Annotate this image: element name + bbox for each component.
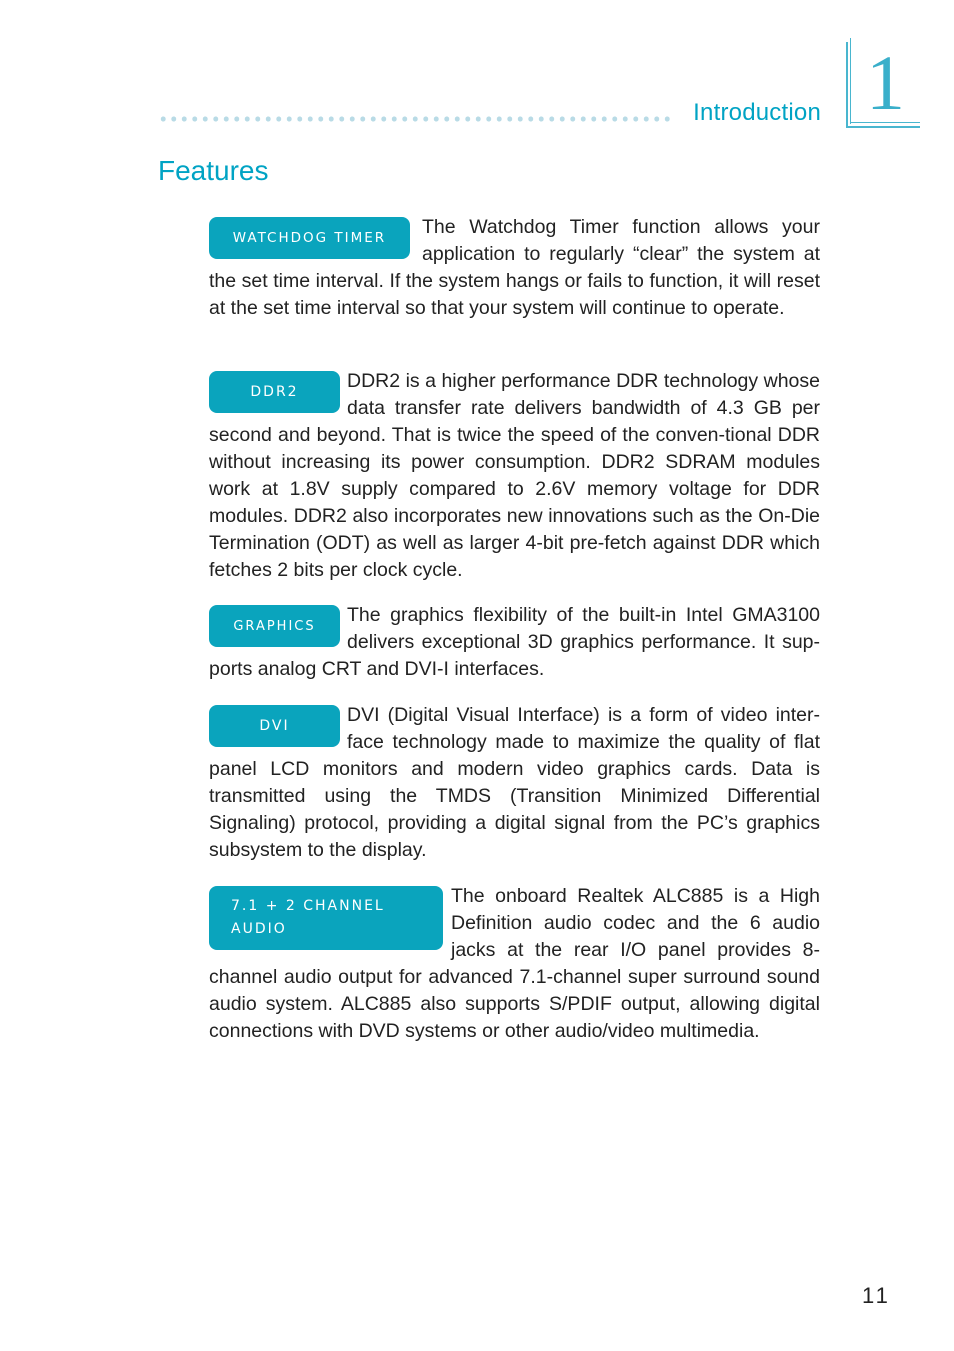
chapter-number: 1 xyxy=(866,39,905,126)
feature-paragraph xyxy=(209,702,820,864)
feature-text: The Watchdog Timer function allows your application to regularly “clear” the system at the set time interval. If the system hangs or fails to function, it will reset at the set time interval so that your system will continue to operate. xyxy=(209,216,820,319)
page-title: Features xyxy=(158,155,269,186)
feature-badge: 7.1 + 2 CHANNEL AUDIO xyxy=(209,886,443,950)
feature-audio xyxy=(209,883,820,1045)
feature-text: The onboard Realtek ALC885 is a High Definition audio codec and the 6 audio jacks at the rear I/O panel provides 8-channel audio output for advanced 7.1-channel super surround sound audio system. ALC885 also supports S/PDIF output, allowing digital connections with DVD systems or other audio/video multimedia. xyxy=(209,885,820,1042)
chapter-tab-line xyxy=(850,38,851,124)
feature-text: DDR2 is a higher performance DDR technology whose data transfer rate delivers bandwidth of 4.3 GB per second and beyond. That is twice the speed of the conven-tional DDR without increasing its power consumption. DDR2 SDRAM modules work at 1.8V supply compared to 2.6V memory voltage for DDR modules. DDR2 also incorporates new innovations such as the On-Die Termination (ODT) as well as larger 4-bit pre-fetch against DDR which fetches 2 bits per clock cycle. xyxy=(209,370,820,581)
feature-paragraph xyxy=(209,214,820,322)
feature-watchdog-timer xyxy=(209,214,820,322)
feature-paragraph xyxy=(209,602,820,683)
feature-text: DVI (Digital Visual Interface) is a form of video inter-face technology made to maximize the quality of flat panel LCD monitors and modern video graphics cards. Data is transmitted using the TMDS (Transition Minimized Differential Signaling) protocol, providing a digital signal from the PC’s graphics subsystem to the display. xyxy=(209,704,820,861)
feature-badge: GRAPHICS xyxy=(209,605,340,647)
feature-paragraph xyxy=(209,368,820,584)
feature-dvi xyxy=(209,702,820,864)
feature-badge: DDR2 xyxy=(209,371,340,413)
header-dotted-rule xyxy=(158,115,674,123)
chapter-tab-line xyxy=(846,126,920,128)
feature-graphics xyxy=(209,602,820,683)
chapter-tab xyxy=(846,38,920,128)
feature-ddr2 xyxy=(209,368,820,584)
feature-paragraph xyxy=(209,883,820,1045)
feature-badge: WATCHDOG TIMER xyxy=(209,217,410,259)
section-name: Introduction xyxy=(693,99,821,126)
chapter-tab-line xyxy=(846,42,848,128)
page-number: 11 xyxy=(862,1283,891,1308)
feature-text: The graphics flexibility of the built-in Intel GMA3100 delivers exceptional 3D graphics performance. It sup-ports analog CRT and DVI-I interfaces. xyxy=(209,604,820,680)
feature-badge: DVI xyxy=(209,705,340,747)
